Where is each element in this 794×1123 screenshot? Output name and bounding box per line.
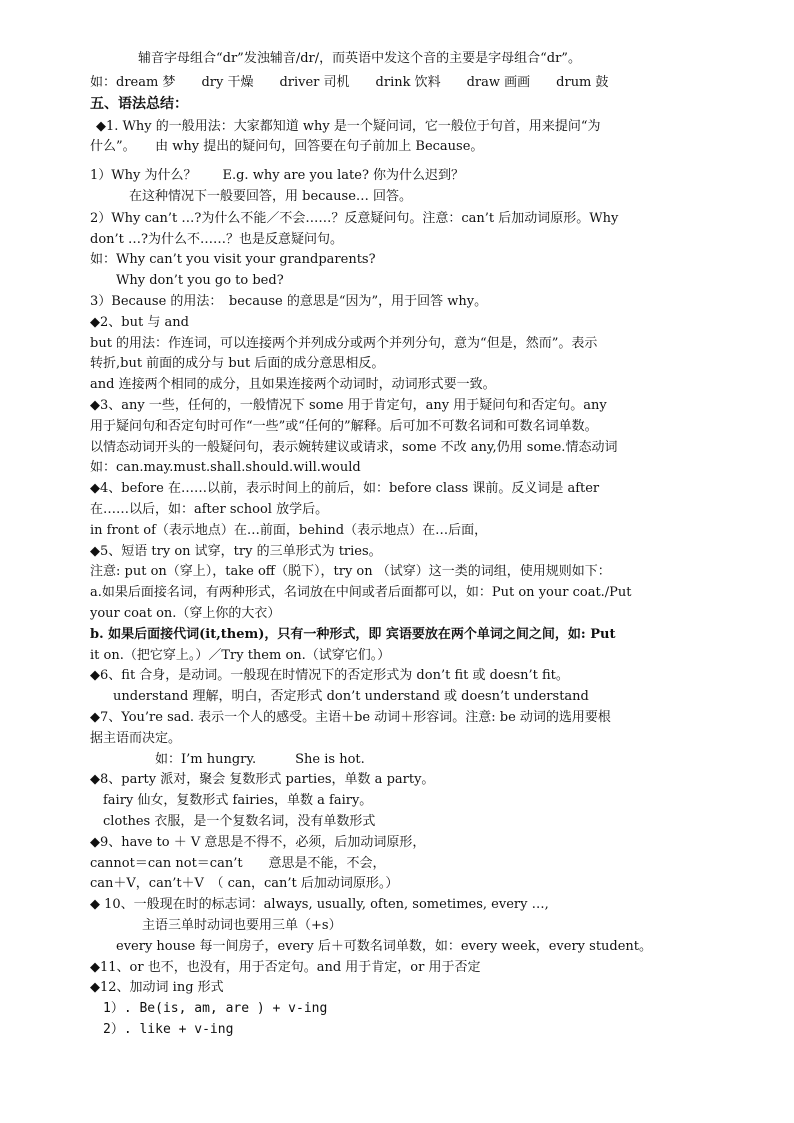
text-line: ◆1. Why 的一般用法：大家都知道 why 是一个疑问词，它一般位于句首，用来提问“为 [96, 119, 601, 134]
text-line: 如：Why can’t you visit your grandparents? [90, 252, 376, 267]
text-line: understand 理解，明白，否定形式 don’t understand 或 doesn’t understand [100, 689, 589, 704]
text-line: 如：I’m hungry. She is hot. [90, 752, 365, 767]
text-line: ◆5、短语 try on 试穿，try 的三单形式为 tries。 [90, 544, 382, 559]
text-line: 在……以后，如：after school 放学后。 [90, 502, 329, 517]
text-line: Why don’t you go to bed? [90, 273, 284, 288]
text-line: fairy 仙女，复数形式 fairies，单数 a fairy。 [90, 793, 373, 808]
text-line: 注意: put on（穿上），take off（脱下），try on （试穿）这一类的词组，使用规则如下： [90, 564, 611, 579]
text-line: a.如果后面接名词，有两种形式，名词放在中间或者后面都可以，如：Put on your coat./Put [90, 585, 632, 600]
text-line: 主语三单时动词也要用三单（+s） [90, 918, 342, 933]
text-line: ◆11、or 也不，也没有，用于否定句。and 用于肯定，or 用于否定 [90, 960, 481, 975]
text-line: cannot＝can not＝can’t 意思是不能，不会， [90, 856, 386, 871]
text-line: but 的用法：作连词，可以连接两个并列成分或两个并列分句，意为“但是，然而”。表示 [90, 336, 598, 351]
text-line: it on.（把它穿上。）／Try them on.（试穿它们。） [90, 648, 391, 663]
text-line: ◆8、party 派对，聚会 复数形式 parties，单数 a party。 [90, 772, 435, 787]
text-line-dr-intro: 辅音字母组合“dr”发浊辅音/dr/，而英语中发这个音的主要是字母组合“dr”。 [112, 51, 581, 66]
text-line: every house 每一间房子，every 后＋可数名词单数，如：every week，every student。 [90, 939, 653, 954]
text-line: 在这种情况下一般要回答，用 because… 回答。 [90, 189, 413, 204]
text-line: ◆7、You’re sad. 表示一个人的感受。主语＋be 动词＋形容词。注意: be 动词的选用要根 [90, 710, 611, 725]
text-line: ◆12、加动词 ing 形式 [90, 980, 224, 995]
text-line-dr-examples: 如：dream 梦 dry 干燥 driver 司机 drink 饮料 draw 画画 drum 鼓 [90, 75, 609, 90]
text-line: 2）Why can’t …?为什么不能／不会……？反意疑问句。注意：can’t 后加动词原形。Why [90, 211, 619, 226]
text-line: ◆9、have to ＋ V 意思是不得不，必须，后加动词原形， [90, 835, 426, 850]
text-line: your coat on.（穿上你的大衣） [90, 606, 281, 621]
text-line: ◆ 10、一般现在时的标志词：always, usually, often, sometimes, every …, [90, 897, 549, 912]
text-line: 如：can.may.must.shall.should.will.would [90, 460, 361, 475]
text-line: 转折,but 前面的成分与 but 后面的成分意思相反。 [90, 356, 385, 371]
text-line: ◆3、any 一些，任何的，一般情况下 some 用于肯定句，any 用于疑问句和否定句。any [90, 398, 607, 413]
text-line: 以情态动词开头的一般疑问句，表示婉转建议或请求，some 不改 any,仍用 some.情态动词 [90, 440, 618, 455]
text-line: clothes 衣服，是一个复数名词，没有单数形式 [90, 814, 376, 829]
text-line: 1）Why 为什么？ E.g. why are you late? 你为什么迟到？ [90, 168, 465, 183]
text-line: 用于疑问句和否定句时可作“一些”或“任何的”解释。后可加不可数名词和可数名词单数。 [90, 419, 598, 434]
text-line: don’t …?为什么不……？也是反意疑问句。 [90, 232, 343, 247]
text-line: 3）Because 的用法： because 的意思是“因为”，用于回答 why。 [90, 294, 488, 309]
text-line: in front of（表示地点）在…前面，behind（表示地点）在…后面， [90, 523, 488, 538]
text-line: ◆6、fit 合身，是动词。一般现在时情况下的否定形式为 don’t fit 或 doesn’t fit。 [90, 668, 569, 683]
text-line: 什么”。 由 why 提出的疑问句，回答要在句子前加上 Because。 [90, 139, 484, 154]
text-line-code: 1）. Be(is, am, are ) + v-ing [90, 1001, 328, 1016]
text-line: 据主语而决定。 [90, 731, 182, 746]
text-line-code: 2）. like + v-ing [90, 1022, 234, 1037]
text-line: can＋V，can’t＋V （ can，can’t 后加动词原形。） [90, 876, 399, 891]
text-line: and 连接两个相同的成分，且如果连接两个动词时，动词形式要一致。 [90, 377, 496, 392]
section-heading-grammar: 五、语法总结： [90, 96, 188, 112]
text-line: ◆2、but 与 and [90, 315, 189, 330]
text-line-bold: b. 如果后面接代词(it,them)，只有一种形式，即 宾语要放在两个单词之间之间，如: Put [90, 627, 616, 642]
text-line: ◆4、before 在……以前，表示时间上的前后，如：before class 课前。反义词是 after [90, 481, 600, 496]
